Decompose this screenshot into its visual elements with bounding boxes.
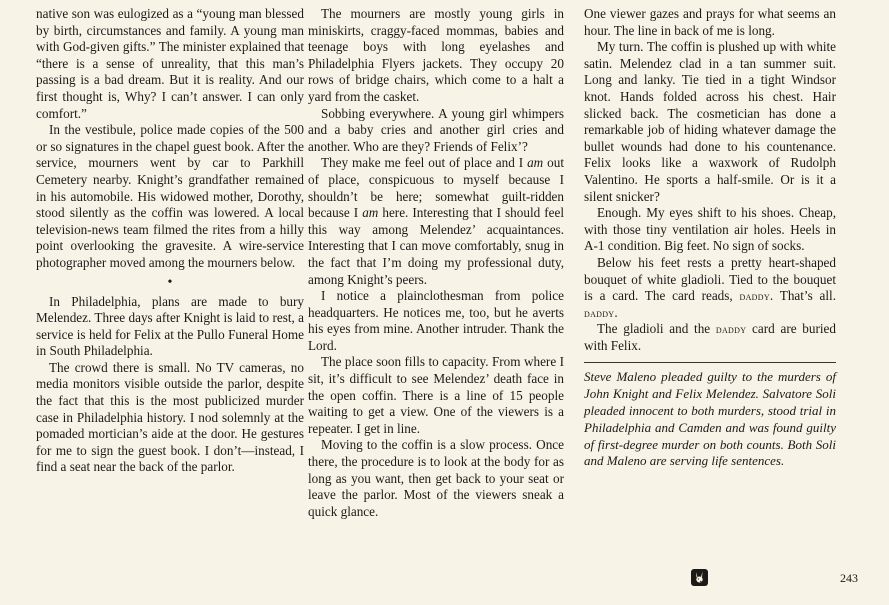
section-break-bullet: • (167, 274, 173, 290)
paragraph (584, 321, 836, 354)
text-run: . (614, 304, 618, 320)
page-number: 243 (840, 571, 858, 585)
paragraph: My turn. The coffin is plushed up with white satin. Melendez clad in a tan summer suit. Long and lanky. Tie tied in a tight Windsor knot. Hands folded across his chest. Hair slicked back. The cosmetician has done a remarkable job of hiding whatever damage the bullet wounds had done to his countenance. Felix looks like a waxwork of Rudolph Valentino. He sports a half-smile. Or is it a silent snicker? (584, 39, 836, 204)
text-run: . That’s all. (769, 288, 837, 304)
paragraph: Moving to the coffin is a slow process. Once there, the procedure is to look at the body for as long as you want, then get back to your seat or leave the parlor. Most of the viewers sneak a quick glance. (308, 437, 564, 519)
paragraph: Enough. My eyes shift to his shoes. Cheap, with those tiny ventilation air holes. Heels in A-1 condition. Big feet. No sign of socks. (584, 205, 836, 254)
column-2 (308, 6, 564, 520)
paragraph: One viewer gazes and prays for what seems an hour. The line in back of me is long. (584, 6, 836, 38)
paragraph: The crowd there is small. No TV cameras, no media monitors visible outside the parlor, despite the fact that this is the most publicized murder case in Philadelphia history. I nod solemnly at the pomaded mortician’s aide at the door. He gestures for me to sign the guest book. I don’t—instead, I find a seat near the back of the parlor. (36, 359, 304, 475)
divider (584, 362, 836, 363)
text-run: They make me feel out of place and I (321, 155, 528, 171)
emphasis: am (527, 155, 544, 171)
small-caps-word: daddy (739, 289, 770, 304)
text-run: Below his feet rests a pretty heart-shaped bouquet of white gladioli. Tied to the bouquet is a card. The card reads, (584, 254, 836, 304)
paragraph: In the vestibule, police made copies of the 500 or so signatures in the chapel guest book. After the service, mourners went by car to Parkhill Cemetery nearby. Knight’s grandfather remained in his automobile. His widowed mother, Dorothy, stood silently as the coffin was lowered. A local television-news team filmed the rites from a hilly point overlooking the gravesite. A wire-service photographer moved among the mourners below. (36, 122, 304, 270)
paragraph (584, 255, 836, 321)
rabbit-head-icon (691, 569, 708, 586)
emphasis: am (362, 205, 379, 221)
paragraph: Sobbing everywhere. A young girl whimpers and a baby cries and another girl cries and another. Who are they? Friends of Felix’? (308, 105, 564, 154)
small-caps-word: daddy (715, 322, 747, 337)
paragraph: native son was eulogized as a “young man blessed by birth, circumstances and family. A young man with God-given gifts.” The minister explained that “there is a sense of unreality, that this man’s passing is a bad dream. But it is reality. And our first thought is, Why? I can’t answer. I can only comfort.” (36, 6, 304, 121)
paragraph: The mourners are mostly young girls in miniskirts, craggy-faced mommas, babies and teenage boys with long eyelashes and Philadelphia Flyers jackets. They occupy 20 rows of bridge chairs, which come to a halt a yard from the casket. (308, 6, 564, 104)
text-run: here. Interesting that I should feel this way among Melendez’ acquaintances. Interesting that I can move comfortably, snug in the fact that I’m doing my professional duty, among Knight’s peers. (308, 205, 565, 287)
paragraph: The place soon fills to capacity. From where I sit, it’s difficult to see Melendez’ death face in the open coffin. There is a line of 15 people waiting to get a view. One of the viewers is a repeater. I get in line. (308, 354, 564, 436)
paragraph: In Philadelphia, plans are made to bury Melendez. Three days after Knight is laid to rest, a service is held for Felix at the Pullo Funeral Home in South Philadelphia. (36, 293, 304, 359)
small-caps-word: daddy (584, 305, 615, 320)
postscript: Steve Maleno pleaded guilty to the murders of John Knight and Felix Melendez. Salvatore Soli pleaded innocent to both murders, stood trial in Philadelphia and Camden and was found guilty of first-degree murder on both counts. Both Soli and Maleno are serving life sentences. (584, 369, 836, 469)
text-run: card are buried with Felix. (584, 321, 836, 353)
text-run: out of place, conspicuous to myself because I shouldn’t be here; somewhat guilt-ridden because I (308, 155, 564, 221)
paragraph (308, 155, 564, 288)
paragraph: I notice a plainclothesman from police headquarters. He notices me, too, but he averts his eyes from mine. Another intruder. Thank the Lord. (308, 288, 564, 353)
column-3 (584, 6, 836, 470)
text-run: The gladioli and the (597, 321, 716, 337)
column-1 (36, 6, 304, 476)
